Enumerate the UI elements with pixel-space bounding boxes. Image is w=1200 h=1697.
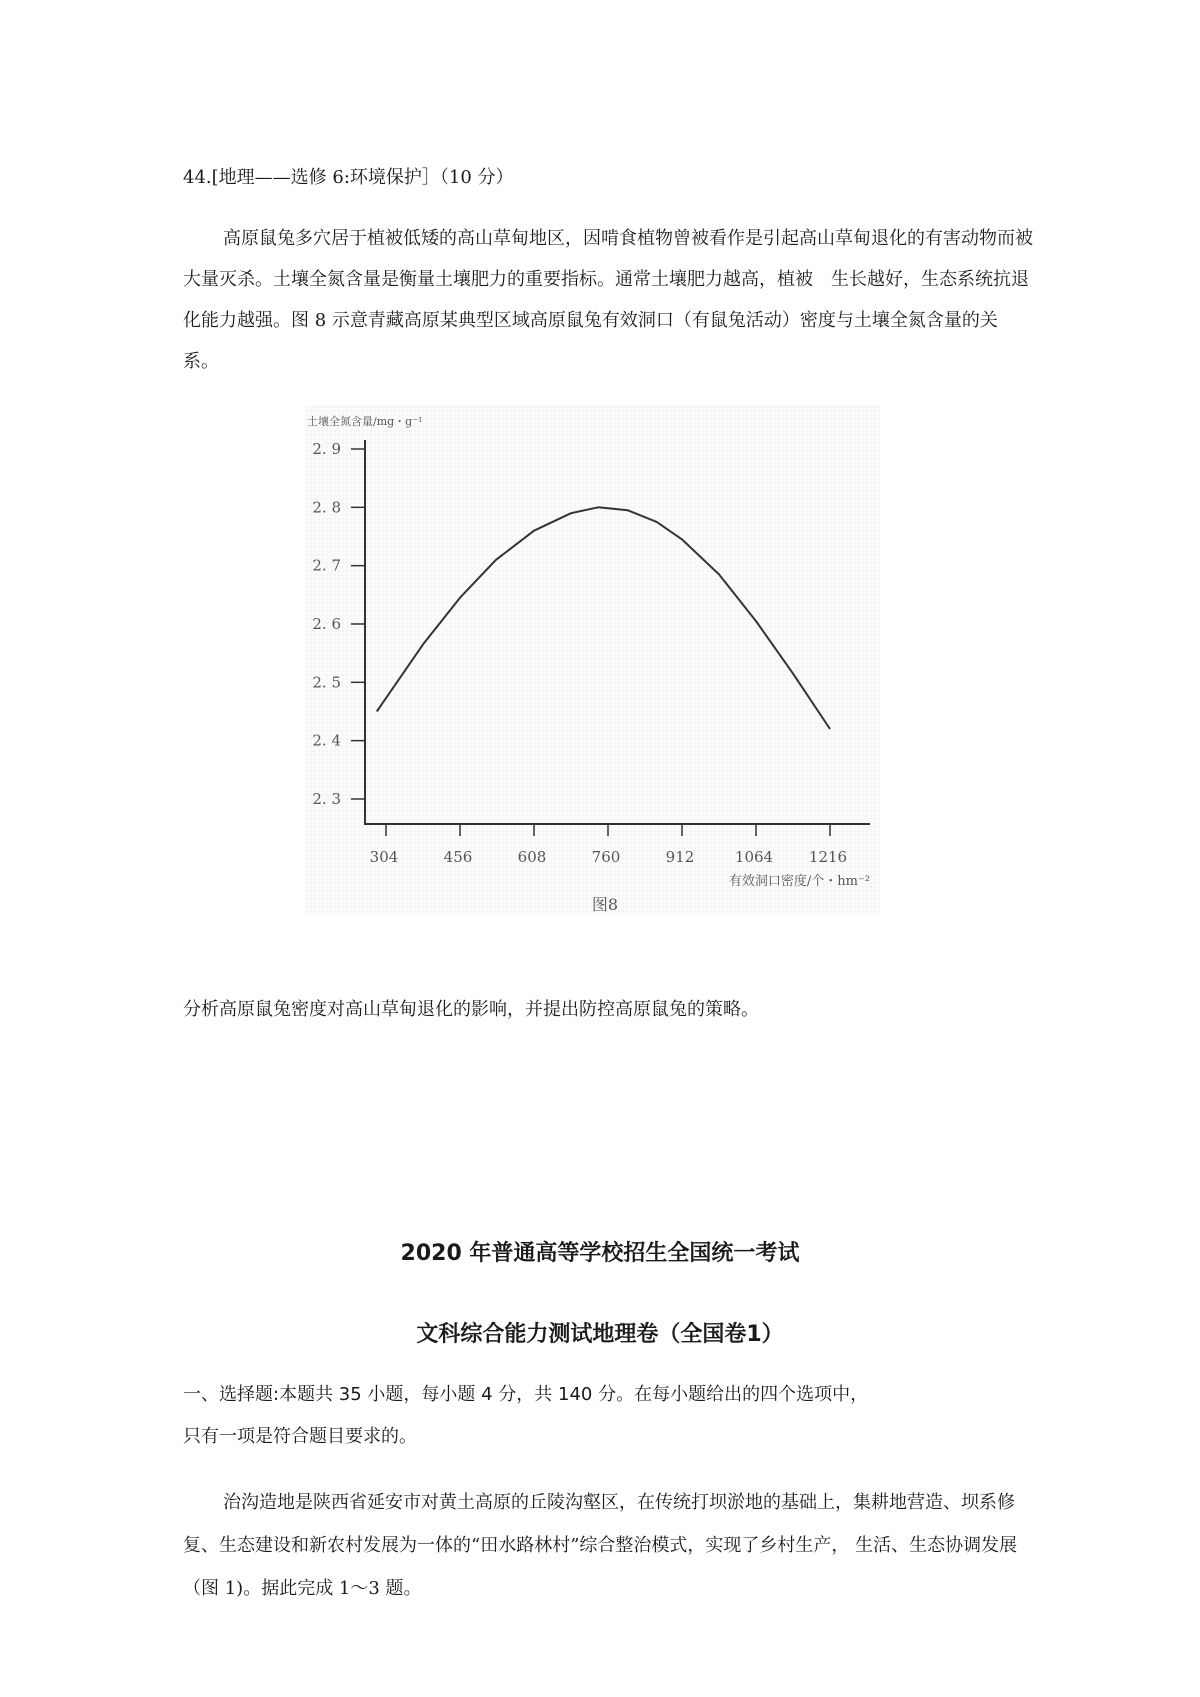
y-tick-label: 2. 7 <box>312 556 341 575</box>
nitrogen-curve-line <box>377 507 830 729</box>
x-tick-label: 912 <box>665 848 695 866</box>
figure-caption: 图8 <box>591 895 619 914</box>
section-instructions-line1: 一、选择题:本题共 35 小题，每小题 4 分，共 140 分。在每小题给出的四个选项中， <box>183 1384 869 1405</box>
y-tick-label: 2. 8 <box>312 498 341 517</box>
x-tick-label: 608 <box>517 848 547 866</box>
y-tick-label: 2. 4 <box>312 731 341 750</box>
x-tick-label: 304 <box>369 848 399 866</box>
x-axis-label: 有效洞口密度/个・hm⁻² <box>728 874 870 889</box>
exam-paragraph: 治沟造地是陕西省延安市对黄土高原的丘陵沟壑区，在传统打坝淤地的基础上，集耕地营造、坝系修复、生态建设和新农村发展为一体的“田水路林村”综合整治模式，实现了乡村生产， 生活、生态协调发展（图 1)。据此完成 1～3 题。 <box>183 1492 1018 1599</box>
y-tick-label: 2. 5 <box>312 673 341 692</box>
x-tick-label: 1064 <box>734 848 774 866</box>
question-paragraph: 高原鼠兔多穴居于植被低矮的高山草甸地区，因啃食植物曾被看作是引起高山草甸退化的有害动物而被大量灭杀。土壤全氮含量是衡量土壤肥力的重要指标。通常土壤肥力越高，植被 生长越好，生态系统抗退化能力越强。图 8 示意青藏高原某典型区域高原鼠兔有效洞口（有鼠兔活动）密度与土壤全氮含量的关系。 <box>183 228 1033 372</box>
section-instructions-line2: 只有一项是符合题目要求的。 <box>183 1426 417 1447</box>
x-tick-label: 1216 <box>808 848 848 866</box>
figure-8-chart <box>305 405 880 915</box>
y-tick-label: 2. 6 <box>312 614 341 633</box>
y-tick-label: 2. 3 <box>312 789 341 808</box>
exam-title: 2020 年普通高等学校招生全国统一考试 <box>400 1241 800 1266</box>
question-heading: 44.[地理——选修 6:环境保护］（10 分） <box>183 167 514 188</box>
analysis-question: 分析高原鼠兔密度对高山草甸退化的影响，并提出防控高原鼠兔的策略。 <box>183 999 759 1020</box>
x-tick-label: 760 <box>591 848 621 866</box>
chart-svg <box>305 405 880 915</box>
exam-subtitle: 文科综合能力测试地理卷（全国卷1） <box>416 1322 784 1347</box>
y-axis-label: 土壤全氮含量/mg・g⁻¹ <box>307 415 423 428</box>
y-tick-label: 2. 9 <box>312 440 341 458</box>
x-tick-label: 456 <box>443 848 473 866</box>
